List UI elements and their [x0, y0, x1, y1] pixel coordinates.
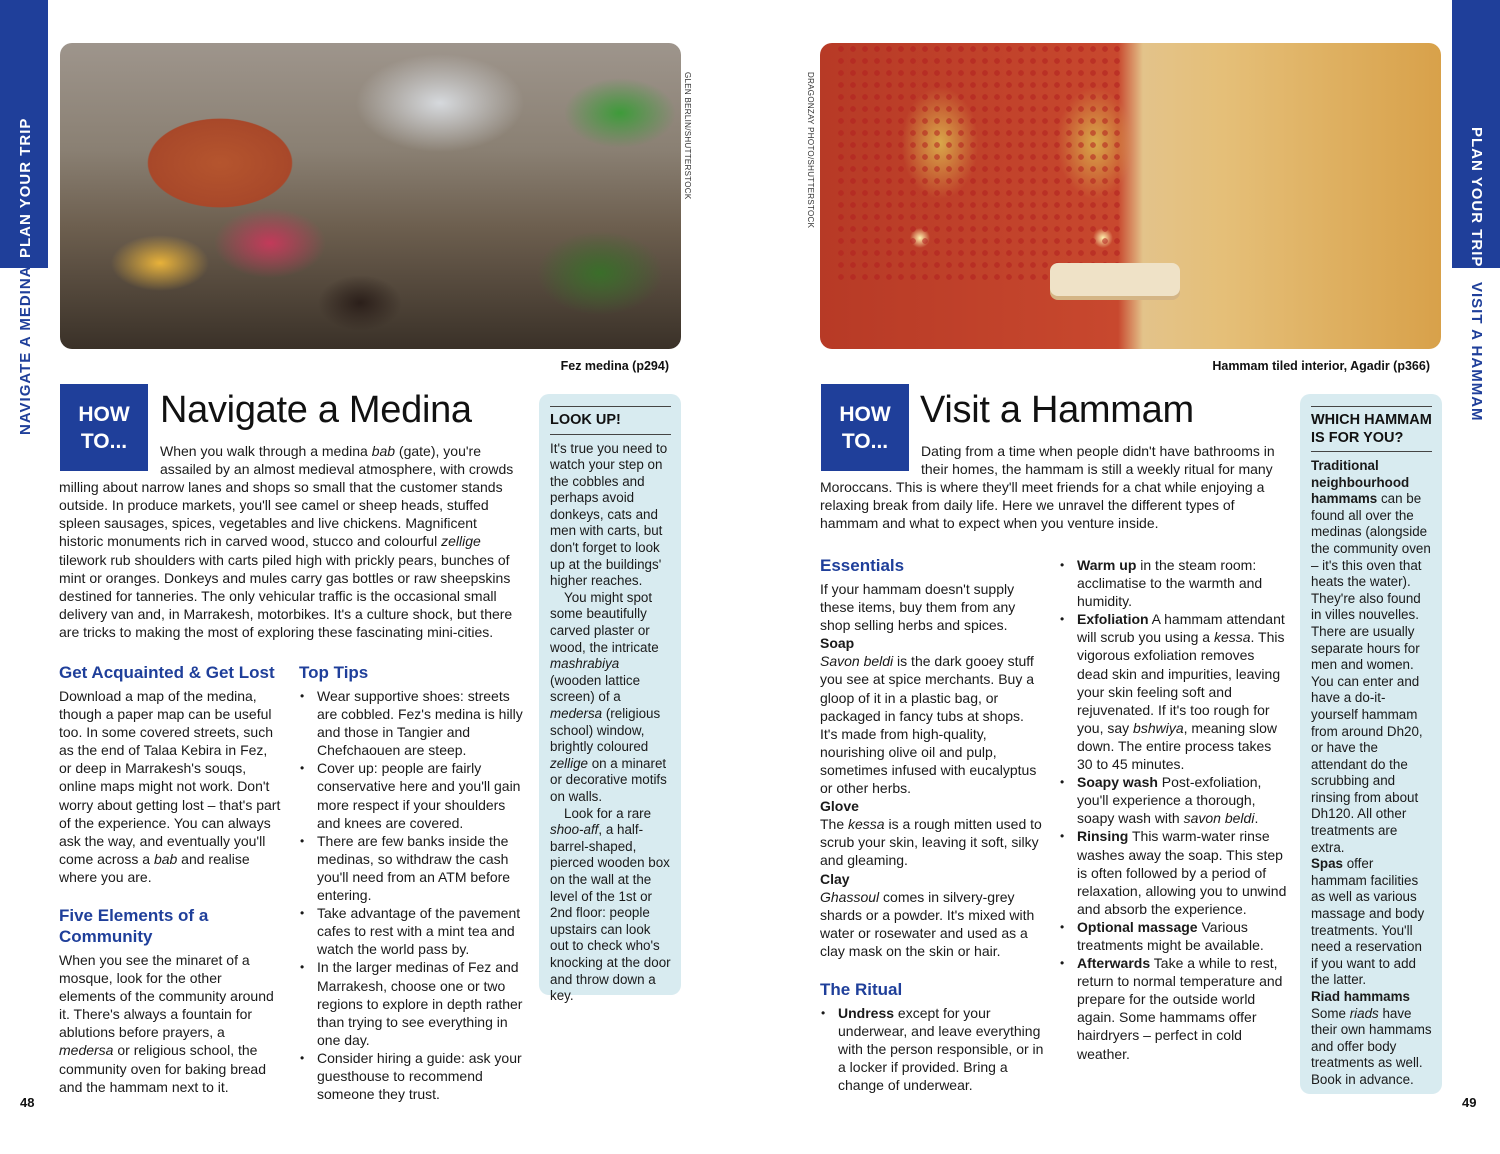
fez-medina-photo [60, 43, 681, 349]
ritual-section [820, 979, 1045, 1094]
section-heading: Essentials [820, 556, 905, 575]
list-item: • Cover up: people are fairly conservative here and you'll gain more respect if your shoulders and knees are covered. [299, 759, 527, 831]
section-heading: Five Elements of a Community [59, 906, 209, 946]
list-item: • Afterwards Take a while to rest, return to normal temperature and prepare for the outside world again. Some hammams offer hairdryers – perfect in cold weather. [1059, 954, 1287, 1063]
look-up-sidebar: LOOK UP! It's true you need to watch your step on the cobbles and perhaps avoid donkeys, cats and men with carts, but don't forget to look up at the buildings' higher reaches. You might spot some beautifully carved plaster or wood, the intricate mashrabiya (wooden lattice screen) of a medersa (religious school) window, brightly coloured zellige on a minaret or decorative motifs on walls. Look for a rare shoo-aff, a half-barrel-shaped, pierced wooden box on the wall at the level of the 1st or 2nd floor: people upstairs can look out to check who's knocking at the door and throw down a key. [539, 394, 681, 995]
chapter-tab-label: VISIT A HAMMAM [1468, 282, 1485, 422]
list-item: • Warm up in the steam room: acclimatise to the warmth and humidity. [1059, 556, 1287, 610]
photo-credit: DRAGONZAY PHOTO/SHUTTERSTOCK [806, 72, 815, 229]
intro-paragraph: Dating from a time when people didn't have bathrooms in their homes, the hammam is still a weekly ritual for many Moroccans. This is where they'll meet friends for a chat while enjoying a relaxing break from daily life. Here we unravel the different types of hammam and what to expect when you venture inside. [820, 443, 1275, 532]
sidebar-heading: WHICH HAMMAM IS FOR YOU? [1311, 406, 1432, 452]
section-tab-label: PLAN YOUR TRIP [17, 117, 34, 258]
photo-caption: Fez medina (p294) [560, 359, 669, 373]
page-number: 48 [20, 1095, 35, 1110]
section-heading: The Ritual [820, 980, 903, 999]
section-heading: Get Acquainted & Get Lost [59, 663, 275, 682]
intro-paragraph: When you walk through a medina bab (gate), you're assailed by an almost medieval atmosphere, with crowds milling about narrow lanes and shops so small that the customer stands outside. In produce markets, you'll see camel or sheep heads, stuffed spleen sausages, spices, vegetables and live chickens. Magnificent historic monuments rich in carved wood, stucco and colourful zellige tilework rub shoulders with carts piled high with prickly pears, bunches of mint or oranges. Donkeys and mules carry gas bottles or raw sheepskins destined for tanneries. The only vehicular traffic is the occasional small delivery van and, in Marrakesh, motorbikes. It's a culture shock, but there are tricks to making the most of exploring these fascinating mini-cities. [59, 443, 514, 640]
section-text: Download a map of the medina, though a paper map can be useful too. In some covered streets, such as the end of Talaa Kebira in Fez, or deep in Marrakesh's souqs, online maps might not work. Don't worry about getting lost – that's part of the experience. You can always ask the way, and eventually you'll come across a bab and realise where you are. [59, 688, 281, 885]
sidebar-heading: LOOK UP! [550, 406, 671, 435]
section-text: When you see the minaret of a mosque, look for the other elements of the community around it. There's always a fountain for ablutions before prayers, a medersa or religious school, the community oven for baking bread and the hammam next to it. [59, 952, 274, 1095]
section-heading: Top Tips [299, 663, 369, 682]
chapter-tab-label: NAVIGATE A MEDINA [17, 265, 34, 435]
list-item: • Wear supportive shoes: streets are cobbled. Fez's medina is hilly and those in Tangier and Chefchaouen are steep. [299, 687, 527, 759]
list-item: • Rinsing This warm-water rinse washes away the soap. This step is often followed by a period of relaxation, allowing you to unwind and absorb the experience. [1059, 827, 1287, 917]
list-item: • Exfoliation A hammam attendant will scrub you using a kessa. This vigorous exfoliation removes dead skin and impurities, leaving your skin feeling soft and rejuvenated. If it's too rough for you, say bshwiya, meaning slow down. The entire process takes 30 to 45 minutes. [1059, 610, 1287, 773]
essentials-section: Essentials If your hammam doesn't supply these items, buy them from any shop selling herbs and spices. Soap Savon beldi is the dark gooey stuff you see at spice merchants. Buy a gloop of it in a plastic bag, or packaged in fancy tubs at shops. It's made from high-quality, nourishing olive oil and pulp, sometimes infused with eucalyptus or other herbs. Glove The kessa is a rough mitten used to scrub your skin, leaving it soft, silky and gleaming. Clay Ghassoul comes in silvery-grey shards or a powder. It's mixed with water or rosewater and used as a clay mask on the skin or hair. [820, 555, 1045, 960]
photo-caption: Hammam tiled interior, Agadir (p366) [1212, 359, 1430, 373]
five-elements-section [59, 905, 281, 1096]
page-title: Navigate a Medina [160, 389, 472, 431]
photo-credit: GLEN BERLIN/SHUTTERSTOCK [683, 72, 692, 200]
section-tab-label: PLAN YOUR TRIP [1468, 127, 1485, 268]
list-item: • Undress except for your underwear, and leave everything with the person responsible, or in a locker if provided. Bring a change of underwear. [820, 1004, 1045, 1094]
tips-list [299, 687, 527, 1103]
list-item: • Consider hiring a guide: ask your guesthouse to recommend someone they trust. [299, 1049, 527, 1103]
list-item: • Soapy wash Post-exfoliation, you'll experience a thorough, soapy wash with savon beldi. [1059, 773, 1287, 827]
top-tips-section [299, 662, 527, 1103]
get-acquainted-section [59, 662, 281, 886]
how-to-badge: HOW TO... [821, 384, 909, 471]
page-title: Visit a Hammam [920, 389, 1194, 431]
how-to-badge: HOW TO... [60, 384, 148, 471]
page-number: 49 [1462, 1095, 1477, 1110]
hammam-photo [820, 43, 1441, 349]
list-item: • There are few banks inside the medinas, so withdraw the cash you'll need from an ATM before entering. [299, 832, 527, 904]
which-hammam-sidebar: WHICH HAMMAM IS FOR YOU? Traditional neighbourhood hammams can be found all over the medinas (alongside the community oven – it's this oven that heats the water). They're also found in villes nouvelles. There are usually separate hours for men and women. You can enter and have a do-it-yourself hammam from around Dh20, or have the attendant do the scrubbing and rinsing from about Dh120. All other treatments are extra. Spas offer hammam facilities as well as various massage and body treatments. You'll need a reservation if you want to add the latter. Riad hammams Some riads have their own hammams and offer body treatments as well. Book in advance. [1300, 394, 1442, 1094]
list-item: • In the larger medinas of Fez and Marrakesh, choose one or two regions to explore in depth rather than trying to see everything in one day. [299, 958, 527, 1048]
list-item: • Optional massage Various treatments might be available. [1059, 918, 1287, 954]
ritual-section-continued [1059, 556, 1287, 1063]
list-item: • Take advantage of the pavement cafes to rest with a mint tea and watch the world pass by. [299, 904, 527, 958]
